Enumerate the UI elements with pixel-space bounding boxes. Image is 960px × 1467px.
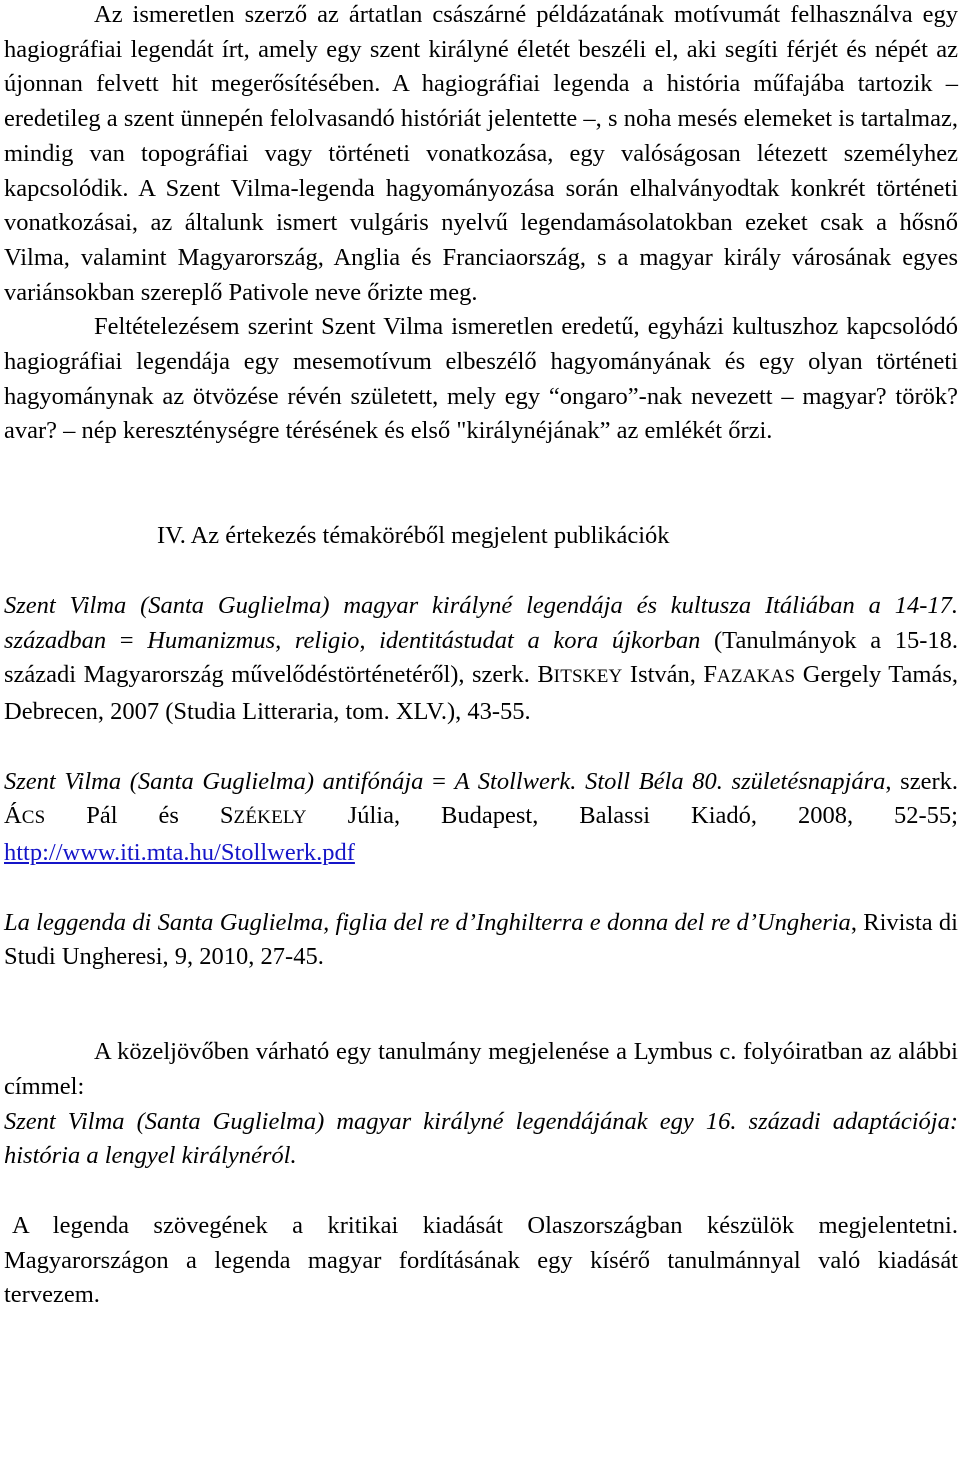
publication-2-text-c: Pál és S [45,802,234,830]
publication-1-volume-title: Humanizmus, religio, identitástudat a kora újkorban [147,626,701,654]
publication-3-title: La leggenda di Santa Guglielma, figlia del re d’Inghilterra e donna del re d’Ungheria [4,908,851,936]
body-paragraph-2: Feltételezésem szerint Szent Vilma ismeretlen eredetű, egyházi kultuszhoz kapcsolódó hagiográfiai legendája egy mesemotívum elbeszélő hagyományának és egy olyan történeti hagyománynak az ötvözése révén született, mely egy “ongaro”-nak nevezett – magyar? török? avar? – nép kereszténységre térésének és első "királynéjának” az emlékét őrzi. [4,313,958,445]
spacer [4,871,958,906]
publication-1-text-b: (Tanulmányok a 15-18. századi Magyarország művelődéstörténetéről), szerk. B [4,626,958,689]
publication-2-text-d: Júlia, Budapest, Balassi Kiadó, 2008, 52-55; [306,802,958,830]
section-title: Az értekezés témaköréből megjelent publikációk [190,522,670,550]
publication-2-editor1: CS [21,807,46,829]
publication-2-title: Szent Vilma (Santa Guglielma) antifónája [4,767,424,795]
publication-1-text-d: Gergely Tamás, Debrecen, 2007 (Studia Litteraria, tom. XLV.), 43-55. [4,661,958,725]
publication-1-editor1: ITSKEY [553,666,623,688]
publication-1-text-a: = [106,626,148,654]
section-number: IV. [157,522,186,550]
document-page [4,0,958,1313]
publication-2-text-a: = [423,767,455,795]
spacer [4,449,958,519]
spacer [4,1174,958,1209]
publication-3 [4,906,958,975]
publication-1 [4,589,958,730]
publication-2 [4,765,958,871]
publication-2-volume-title: A Stollwerk. Stoll Béla 80. születésnapjára [454,767,886,795]
forthcoming-title: Szent Vilma (Santa Guglielma) magyar királyné legendájának egy 16. századi adaptációja: história a lengyel királynéról. [4,1107,958,1170]
publication-2-editor2: ZÉKELY [233,807,307,829]
spacer [4,554,958,589]
body-paragraph-1: Az ismeretlen szerző az ártatlan császárné példázatának motívumát felhasználva egy hagiográfiai legendát írt, amely egy szent királyné életét beszéli el, aki segíti férjét és népét az újonnan felvett hit megerősítésében. A hagiográfiai legenda a história műfajába tartozik – eredetileg a szent ünnepén felolvasandó históriát jelentette –, s noha mesés elemeket is tartalmaz, mindig van topográfiai vagy történeti vonatkozása, egy valóságosan létezett személyhez kapcsolódik. A Szent Vilma-legenda hagyományozása során elhalványodtak konkrét történeti vonatkozásai, az általunk ismert vulgáris nyelvű legendamásolatokban ezeket csak a hősnő Vilma, valamint Magyarország, Anglia és Franciaország, s a magyar király városának egyes variánsokban szereplő Pativole neve őrizte meg. [4,1,958,306]
publication-2-link[interactable]: http://www.iti.mta.hu/Stollwerk.pdf [4,839,355,867]
spacer [4,975,958,1035]
section-heading [4,519,958,554]
publication-1-title: Szent Vilma (Santa Guglielma) magyar királyné legendája és kultusza Itáliában a 14-17. században [4,591,958,654]
spacer [4,730,958,765]
publication-3-text-a: , Rivista di Studi Ungheresi, 9, 2010, 27-45. [4,908,958,971]
closing-paragraph: A legenda szövegének a kritikai kiadását Olaszországban készülök megjelentetni. Magyarországon a legenda magyar fordításának egy kísérő tanulmánnyal való kiadását tervezem. [4,1211,958,1309]
publication-2-text-b: , szerk. Á [4,767,958,830]
publication-1-text-c: István, F [622,661,718,689]
forthcoming-intro: A közeljövőben várható egy tanulmány megjelenése a Lymbus c. folyóiratban az alábbi címmel: [4,1038,958,1100]
publication-1-editor2: AZAKAS [717,666,796,688]
